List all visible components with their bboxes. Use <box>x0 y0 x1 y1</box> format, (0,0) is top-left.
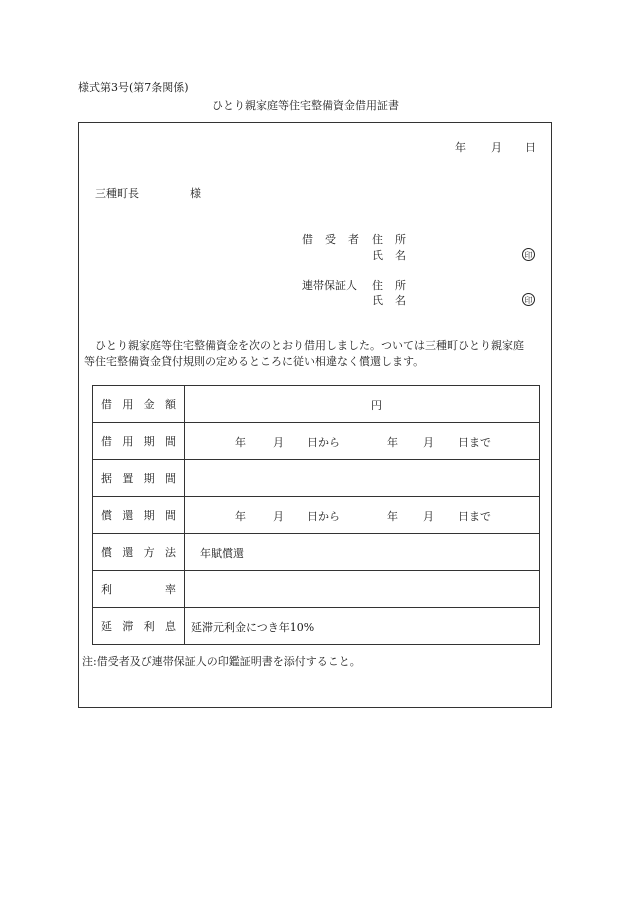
form-number: 様式第3号(第7条関係) <box>78 81 189 94</box>
guarantor-seal-mark: 印 <box>522 293 535 306</box>
table-row <box>93 423 540 460</box>
loan-details-table <box>92 385 540 645</box>
row-label: 借用金額 <box>93 386 185 423</box>
row-label: 延滞利息 <box>93 608 185 645</box>
body-text-line-1: ひとり親家庭等住宅整備資金を次のとおり借用しました。ついては三種町ひとり親家庭 <box>95 339 524 352</box>
yen-unit-label: 円 <box>371 399 382 412</box>
date-day-label: 日 <box>525 141 536 154</box>
repayment-period-cell: 年 月 日から 年 月 日まで <box>185 497 540 534</box>
attachment-note: 注:借受者及び連帯保証人の印鑑証明書を添付すること。 <box>82 655 361 668</box>
borrower-role: 借受者 <box>302 233 359 246</box>
borrower-address-label: 住所 <box>372 233 406 246</box>
date-year-label: 年 <box>455 141 466 154</box>
row-label: 借用期間 <box>93 423 185 460</box>
table-row <box>93 460 540 497</box>
addressee-name: 三種町長 <box>95 187 139 200</box>
table-row <box>93 534 540 571</box>
row-label: 償還方法 <box>93 534 185 571</box>
guarantor-address-label: 住所 <box>372 279 406 292</box>
loan-amount-cell <box>185 386 540 423</box>
document-title: ひとり親家庭等住宅整備資金借用証書 <box>212 99 399 112</box>
table-row <box>93 386 540 423</box>
table-row <box>93 571 540 608</box>
deferment-period-cell <box>185 460 540 497</box>
table-row <box>93 497 540 534</box>
late-interest-cell: 延滞元利金につき年10% <box>185 608 540 645</box>
body-text-line-2: 等住宅整備資金貸付規則の定めるところに従い相違なく償還します。 <box>84 355 425 368</box>
guarantor-name-label: 氏名 <box>372 294 406 307</box>
table-row <box>93 608 540 645</box>
repayment-method-cell: 年賦償還 <box>185 534 540 571</box>
loan-period-cell: 年 月 日から 年 月 日まで <box>185 423 540 460</box>
borrower-seal-mark: 印 <box>522 248 535 261</box>
borrower-name-label: 氏名 <box>372 249 406 262</box>
addressee-honorific: 様 <box>190 187 201 200</box>
interest-rate-cell <box>185 571 540 608</box>
guarantor-role: 連帯保証人 <box>302 279 357 292</box>
date-month-label: 月 <box>491 141 502 154</box>
row-label: 償還期間 <box>93 497 185 534</box>
row-label: 据置期間 <box>93 460 185 497</box>
row-label: 利率 <box>93 571 185 608</box>
